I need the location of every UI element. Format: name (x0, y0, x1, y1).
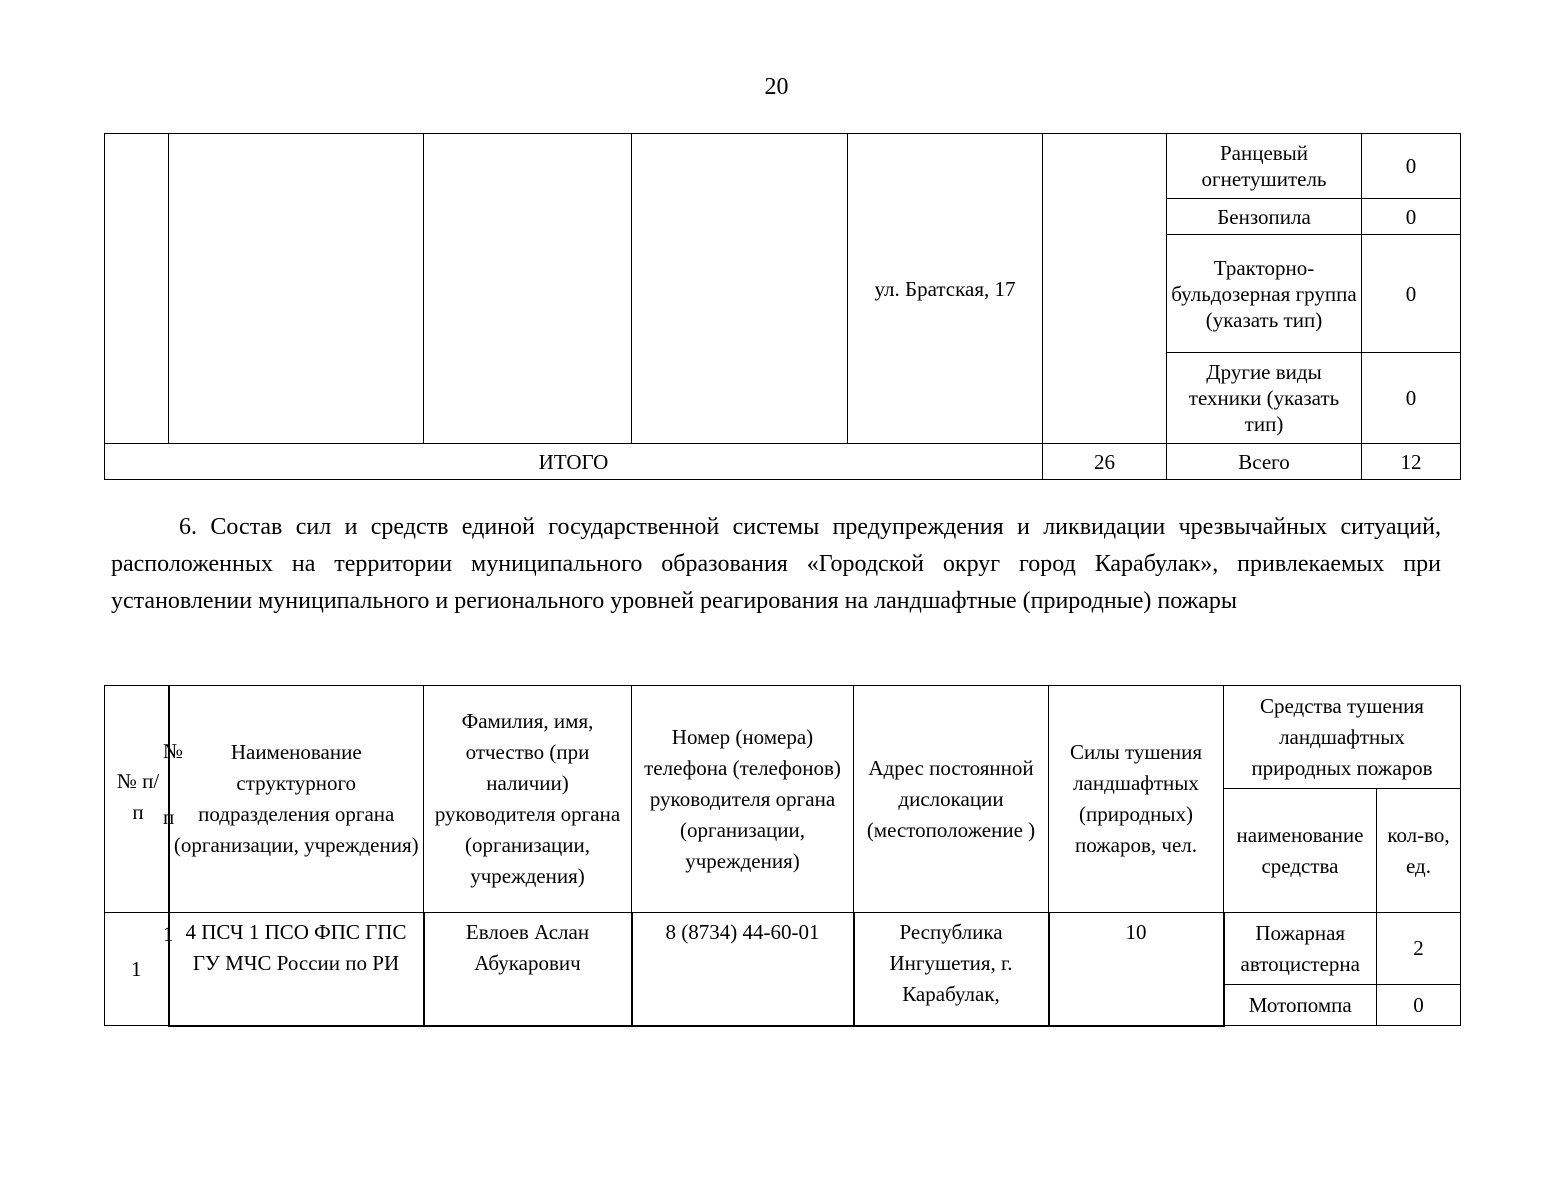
row-num-corner: 1 (163, 922, 174, 946)
total-all-count: 12 (1362, 444, 1461, 480)
total-people: 26 (1043, 444, 1167, 480)
header-num-corner-bottom: п (163, 805, 175, 829)
means-name: Мотопомпа (1224, 985, 1377, 1026)
row-forces: 10 (1049, 913, 1224, 1026)
equipment-name: Бензопила (1167, 199, 1362, 235)
equipment-table-continued (104, 133, 1461, 480)
empty-cell (1043, 134, 1167, 444)
row-head-name: Евлоев Аслан Абукарович (424, 913, 632, 1026)
section-heading-paragraph: 6. Состав сил и средств единой государственной системы предупреждения и ликвидации чрезвычайных ситуаций, расположенных на территории муниципального образования «Городской округ город Карабулак», привлекаемых при установлении муниципального и регионального уровней реагирования на ландшафтные (природные) пожары (111, 514, 1441, 614)
row-unit-name: 4 ПСЧ 1 ПСО ФПС ГПС ГУ МЧС России по РИ (169, 913, 424, 1026)
header-forces: Силы тушения ландшафтных (природных) пожаров, чел. (1049, 686, 1224, 913)
header-num (105, 686, 184, 913)
page-number: 20 (764, 74, 789, 100)
header-head-name: Фамилия, имя, отчество (при наличии) руководителя органа (организации, учреждения) (424, 686, 632, 913)
header-unit-name: Наименование структурного подразделения органа (организации, учреждения) (169, 686, 424, 913)
total-all-label: Всего (1167, 444, 1362, 480)
header-means-count: кол-во, ед. (1377, 789, 1461, 913)
header-num-label: № п/п (116, 769, 160, 824)
equipment-name: Тракторно-бульдозерная группа (указать тип) (1167, 235, 1362, 353)
equipment-count: 0 (1362, 134, 1461, 199)
header-num-corner-top: № (163, 739, 184, 763)
means-name: Пожарная автоцистерна (1224, 913, 1377, 985)
equipment-name: Другие виды техники (указать тип) (1167, 353, 1362, 444)
header-phone: Номер (номера) телефона (телефонов) руководителя органа (организации, учреждения) (632, 686, 854, 913)
empty-cell (424, 134, 632, 444)
empty-cell (632, 134, 848, 444)
row-phone: 8 (8734) 44-60-01 (632, 913, 854, 1026)
header-means-name: наименование средства (1224, 789, 1377, 913)
row-num-value: 1 (131, 956, 142, 981)
equipment-count: 0 (1362, 353, 1461, 444)
empty-cell (169, 134, 424, 444)
header-means: Средства тушения ландшафтных природных пожаров (1224, 686, 1461, 789)
equipment-count: 0 (1362, 199, 1461, 235)
row-address: Республика Ингушетия, г. Карабулак, (854, 913, 1049, 1026)
empty-cell (105, 134, 169, 444)
equipment-name: Ранцевый огнетушитель (1167, 134, 1362, 199)
row-num (105, 913, 174, 1026)
address-cell: ул. Братская, 17 (848, 134, 1043, 444)
means-count: 2 (1377, 913, 1461, 985)
equipment-count: 0 (1362, 235, 1461, 353)
total-label: ИТОГО (105, 444, 1043, 480)
forces-table (104, 685, 1461, 1027)
header-address: Адрес постоянной дислокации (местоположение ) (854, 686, 1049, 913)
means-count: 0 (1377, 985, 1461, 1026)
